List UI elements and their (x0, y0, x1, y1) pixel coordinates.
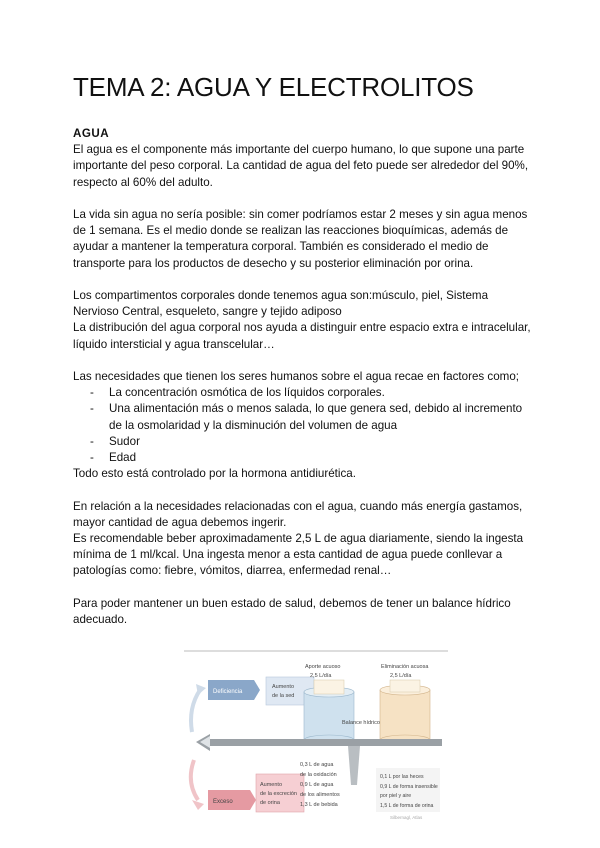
list-item: 0,9 L de forma insensible (380, 784, 438, 790)
list-item: por piel y aire (380, 793, 412, 799)
intake-cylinder (304, 680, 354, 745)
paragraph-intro: El agua es el componente más importante del cuerpo humano, lo que supone una parte importante del peso corporal. La cantidad de agua del feto puede ser alrededor del 90%, respecto al 60% del adulto. (73, 143, 529, 189)
water-balance-figure (180, 650, 448, 822)
excess-effect-2: de la excreción (260, 791, 297, 797)
balance-label: Balance hídrico (342, 720, 380, 726)
list-item: de los alimentos (300, 792, 340, 798)
output-amount: 2,5 L/día (390, 673, 412, 679)
list-item: de la oxidación (300, 772, 337, 778)
paragraph-compartments: Los compartimentos corporales donde tenemos agua son:músculo, piel, Sistema Nervioso Central, esqueleto, sangre y tejido adiposo (73, 289, 489, 319)
list-item: 0,3 L de agua (300, 762, 334, 768)
paragraph-balance: Para poder mantener un buen estado de salud, debemos de tener un balance hídrico adecuado. (73, 596, 511, 627)
intake-label: Aporte acuoso (305, 664, 341, 670)
paragraph-recommendation: Es recomendable beber aproximadamente 2,5 L de agua diariamente, siendo la ingesta mínima de 1 ml/kcal. Una ingesta menor a esta cantidad de agua puede conllevar a patologías como: fiebre, vómitos, diarrea, enfermedad renal… (73, 532, 524, 578)
list-item: 1,3 L de bebida (300, 802, 338, 808)
intake-list (300, 762, 340, 808)
document-body (73, 126, 533, 628)
output-label: Eliminación acuosa (381, 664, 429, 670)
paragraph-hormone: Todo esto está controlado por la hormona antidiurética. (73, 467, 356, 481)
deficit-effect-1: Aumento (272, 684, 295, 690)
list-item: - Una alimentación más o menos salada, lo que genera sed, debido al incremento de la osmolaridad y la disminución del volumen de agua (73, 401, 533, 433)
page-title: TEMA 2: AGUA Y ELECTROLITOS (73, 72, 474, 102)
intake-amount: 2,5 L/día (310, 673, 332, 679)
paragraph-life-without-water: La vida sin agua no sería posible: sin comer podríamos estar 2 meses y sin agua menos de 1 semana. Es el medio donde se realizan las reacciones bioquímicas, además de ayudar a mantener la temperatura corporal. También es considerado el medio de transporte para los productos de desecho y su posterior eliminación por orina. (73, 208, 528, 270)
list-item: - Sudor (73, 434, 533, 450)
paragraph-needs: Las necesidades que tienen los seres humanos sobre el agua recae en factores como; (73, 370, 519, 383)
excess-effect-3: de orina (260, 800, 280, 806)
output-cylinder (380, 680, 430, 745)
excess-effect-1: Aumento (260, 782, 283, 788)
list-item: 0,1 L por las heces (380, 774, 424, 780)
deficit-effect-2: de la sed (272, 693, 295, 699)
deficit-label: Deficiencia (213, 689, 243, 695)
list-item: - Edad (73, 450, 533, 466)
figure-credit: Silbernagl, Atlas (390, 815, 423, 820)
list-item: 0,9 L de agua (300, 782, 334, 788)
excess-arrow-icon (191, 760, 198, 800)
excess-label: Exceso (213, 799, 233, 805)
list-item: - La concentración osmótica de los líquidos corporales. (73, 385, 533, 401)
factors-list (73, 385, 533, 466)
paragraph-energy: En relación a la necesidades relacionadas con el agua, cuando más energía gastamos, mayor cantidad de agua debemos ingerir. (73, 499, 523, 529)
list-item: 1,5 L de forma de orina (380, 803, 434, 809)
section-heading: AGUA (73, 127, 110, 140)
paragraph-distribution: La distribución del agua corporal nos ayuda a distinguir entre espacio extra e intracelular, líquido intersticial y agua transcelular… (73, 321, 531, 351)
output-list (376, 768, 440, 812)
deficit-arrow-icon (191, 690, 200, 732)
